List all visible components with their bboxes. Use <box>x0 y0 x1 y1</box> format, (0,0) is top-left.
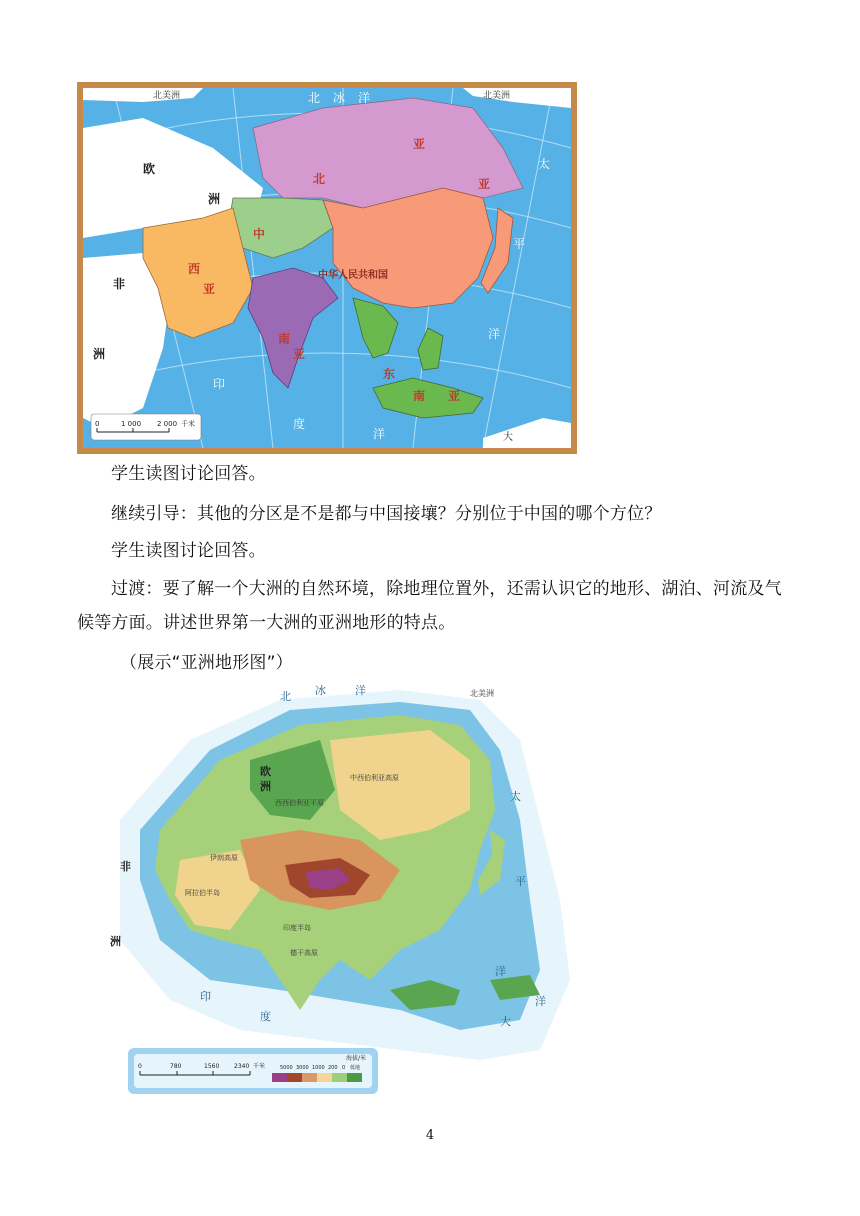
indian-label-2: 度 <box>260 1010 271 1023</box>
legend-tick-4: 0 <box>342 1065 346 1071</box>
paragraph-3: 学生读图讨论回答。 <box>111 541 266 561</box>
scale2-tick-1: 780 <box>170 1063 182 1070</box>
west-asia-label-1: 西 <box>188 262 201 276</box>
scale2-unit: 千米 <box>253 1063 266 1070</box>
west-asia-label-2: 亚 <box>203 282 216 296</box>
scale2-tick-0: 0 <box>138 1063 142 1070</box>
arctic-label-1: 北 <box>280 690 291 703</box>
legend-swatch-1 <box>287 1073 302 1082</box>
legend-swatch-4 <box>332 1073 347 1082</box>
southeast-asia-label-3: 亚 <box>448 389 461 403</box>
europe-label-1: 欧 <box>260 765 271 778</box>
topography-legend <box>128 1048 378 1094</box>
arctic-label-1: 北 <box>308 91 321 105</box>
bottom-label-1: 大 <box>500 1015 511 1028</box>
legend-swatch-5 <box>347 1073 362 1082</box>
legend-tick-2: 1000 <box>312 1065 325 1071</box>
africa-label-2: 洲 <box>110 935 121 948</box>
paragraph-5: （展示“亚洲地形图”） <box>120 653 293 673</box>
south-asia-label-1: 南 <box>278 332 291 346</box>
scale2-tick-3: 2340 <box>234 1063 250 1070</box>
pacific-label-3: 洋 <box>495 965 506 978</box>
asia-topography-map <box>100 680 580 1100</box>
arctic-label-3: 洋 <box>358 91 371 105</box>
paragraph-2: 继续引导：其他的分区是不是都与中国接壤？分别位于中国的哪个方位？ <box>111 504 662 524</box>
paragraph-1: 学生读图讨论回答。 <box>111 464 266 484</box>
indian-label-3: 洋 <box>373 427 386 441</box>
west-siberian-label: 西西伯利亚平原 <box>275 799 324 807</box>
pacific-label-2: 平 <box>515 875 526 888</box>
north-america-label: 北美洲 <box>470 689 494 698</box>
legend-swatch-0 <box>272 1073 287 1082</box>
arctic-label-3: 洋 <box>355 684 366 697</box>
legend-title: 海拔/米 <box>346 1055 367 1062</box>
arctic-label-2: 冰 <box>333 91 346 105</box>
central-asia-label: 中 <box>253 227 266 241</box>
legend-tick-3: 200 <box>328 1065 338 1071</box>
scale-tick-2: 2 000 <box>157 420 178 428</box>
europe-label-1: 欧 <box>143 162 156 176</box>
africa-label-1: 非 <box>120 860 131 873</box>
indian-label-1: 印 <box>200 990 211 1003</box>
north-asia-label-1: 北 <box>313 172 326 186</box>
legend-tick-0: 5000 <box>280 1065 293 1071</box>
central-siberian-label: 中西伯利亚高原 <box>350 774 399 782</box>
scale-tick-0: 0 <box>95 420 100 428</box>
south-asia-label-2: 亚 <box>293 347 306 361</box>
bottom-label-2: 洋 <box>535 995 546 1008</box>
scale-tick-1: 1 000 <box>121 420 142 428</box>
pacific-label-3: 洋 <box>488 327 501 341</box>
scale-bar-1 <box>91 414 201 440</box>
east-asia-label: 亚 <box>478 177 491 191</box>
asia-regions-map <box>77 82 577 454</box>
southeast-asia-label-1: 东 <box>383 367 396 381</box>
china-label: 中华人民共和国 <box>318 270 388 281</box>
scale2-tick-2: 1560 <box>204 1063 220 1070</box>
pacific-label-1: 太 <box>510 790 521 803</box>
pacific-label-2: 平 <box>513 237 526 251</box>
deccan-label: 德干高原 <box>290 949 318 957</box>
southeast-asia-label-2: 南 <box>413 389 426 403</box>
legend-swatch-3 <box>317 1073 332 1082</box>
indian-peninsula-label: 印度半岛 <box>283 924 311 932</box>
bottom-right-label: 大 <box>503 432 513 443</box>
africa-label-1: 非 <box>113 277 126 291</box>
indian-label-2: 度 <box>293 417 306 431</box>
indian-label-1: 印 <box>213 377 226 391</box>
paragraph-4: 过渡：要了解一个大洲的自然环境，除地理位置外，还需认识它的地形、湖泊、河流及气候等方面。讲述世界第一大洲的亚洲地形的特点。 <box>77 579 782 633</box>
scale-unit: 千米 <box>181 420 195 428</box>
north-america-right-label: 北美洲 <box>483 91 511 101</box>
north-america-left-label: 北美洲 <box>153 91 181 101</box>
europe-label-2: 洲 <box>208 192 221 206</box>
asia-topography-map-svg <box>100 680 580 1100</box>
page-number: 4 <box>425 1128 435 1143</box>
europe-label-2: 洲 <box>260 780 271 793</box>
pacific-label-1: 太 <box>538 157 551 171</box>
asia-regions-map-svg <box>83 88 571 448</box>
arctic-label-2: 冰 <box>315 684 326 697</box>
legend-tick-1: 3000 <box>296 1065 309 1071</box>
legend-tick-5: 低地 <box>350 1065 361 1071</box>
iranian-label: 伊朗高原 <box>210 854 238 862</box>
legend-swatch-2 <box>302 1073 317 1082</box>
arabian-label: 阿拉伯半岛 <box>185 889 220 897</box>
africa-label-2: 洲 <box>93 347 106 361</box>
north-asia-label-2: 亚 <box>413 137 426 151</box>
